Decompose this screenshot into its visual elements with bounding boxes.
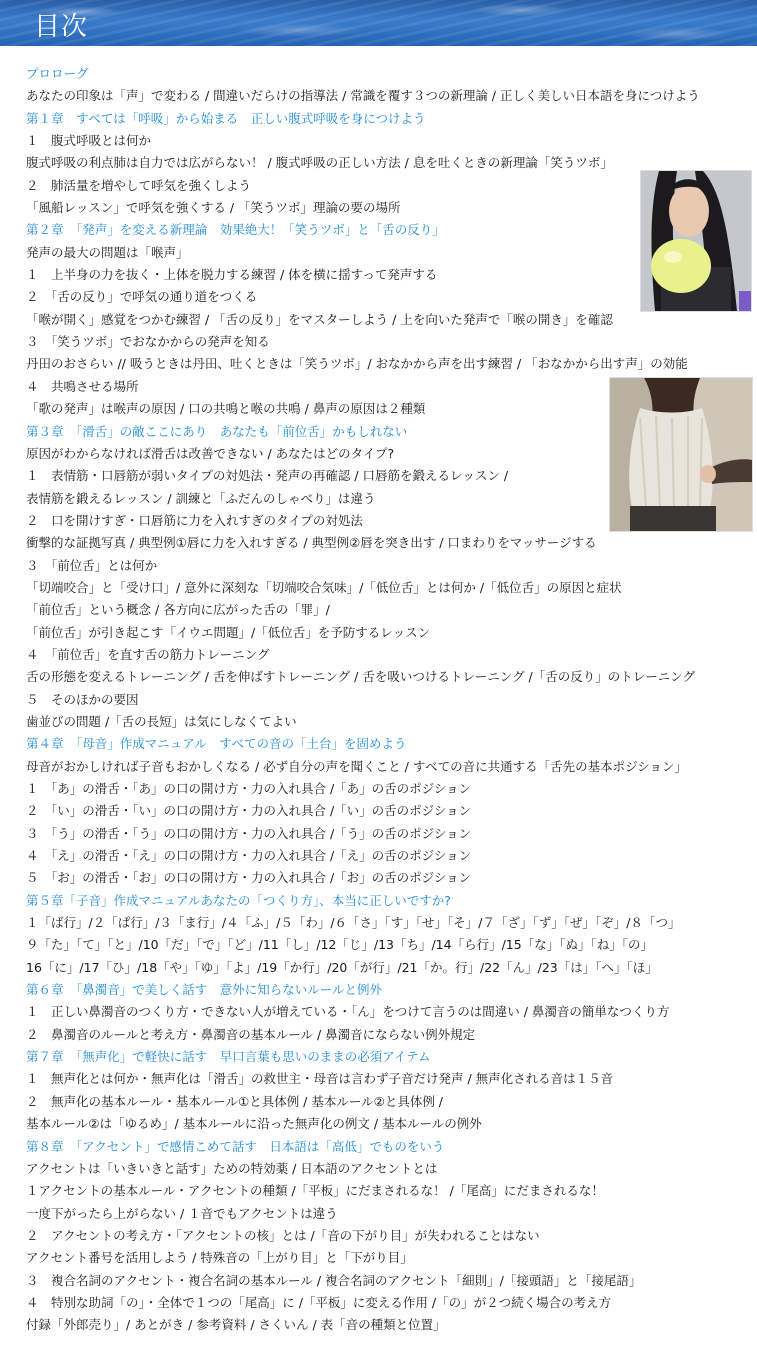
toc-chapter-heading: プロローグ [26,66,89,81]
header-banner [0,0,757,46]
toc-entry: 「歌の発声」は喉声の原因 / 口の共鳴と喉の共鳴 / 鼻声の原因は２種類 [26,401,426,417]
toc-entry: ５ そのほかの要因 [26,691,139,707]
toc-entry: １ 腹式呼吸とは何か [26,133,152,149]
toc-entry: 「喉が開く」感覚をつかむ練習 / 「舌の反り」をマスターしよう / 上を向いた発声で「喉の開き」を確認 [26,311,613,327]
front-tongue-posture-photo [609,377,753,532]
toc-entry: １ 「あ」の滑舌・「あ」の口の開け方・力の入れ具合 /「あ」の舌のポジション [26,781,472,796]
toc-entry: ３ 「う」の滑舌・「う」の口の開け方・力の入れ具合 /「う」の舌のポジション [26,825,472,841]
toc-entry: １アクセントの基本ルール・アクセントの種類 /「平板」にだまされるな！ /「尾高」にだまされるな！ [26,1183,604,1199]
toc-entry: 「前位舌」という概念 / 各方向に広がった舌の「罪」/ [26,602,330,618]
toc-entry: あなたの印象は「声」で変わる / 間違いだらけの指導法 / 常識を覆す３つの新理論 / 正しく美しい日本語を身につけよう [26,88,700,104]
toc-chapter-heading: 第２章 「発声」を変える新理論 効果絶大！「笑うツボ」と「舌の反り」 [26,222,445,238]
toc-entry: 16「に」/17「ひ」/18「や」「ゆ」「よ」/19「か行」/20「が行」/21「か。行」/22「ん」/23「は」「へ」「ほ」 [26,959,658,975]
toc-entry: 腹式呼吸の利点肺は自力では広がらない！ / 腹式呼吸の正しい方法 / 息を吐くときの新理論「笑うツボ」 [26,155,613,171]
toc-chapter-heading: 第６章 「鼻濁音」で美しく話す 意外に知らないルールと例外 [26,982,383,998]
toc-entry: ２ 口を開けすぎ・口唇筋に力を入れすぎのタイプの対処法 [26,512,363,528]
toc-entry: 歯並びの問題 /「舌の長短」は気にしなくてよい [26,713,297,729]
toc-entry: ２ 無声化の基本ルール・基本ルール①と具体例 / 基本ルール②と具体例 / [26,1093,444,1109]
toc-entry: アクセントは「いきいきと話す」ための特効薬 / 日本語のアクセントとは [26,1160,438,1176]
toc-entry: 衝撃的な証拠写真 / 典型例①唇に力を入れすぎる / 典型例②唇を突き出す / 口まわりをマッサージする [26,535,597,551]
toc-entry: ２ 鼻濁音のルールと考え方・鼻濁音の基本ルール / 鼻濁音にならない例外規定 [26,1026,476,1042]
toc-entry: ２ 「い」の滑舌・「い」の口の開け方・力の入れ具合 /「い」の舌のポジション [26,803,472,819]
toc-entry: ４ 「え」の滑舌・「え」の口の開け方・力の入れ具合 /「え」の舌のポジション [26,848,472,864]
toc-entry: 舌の形態を変えるトレーニング / 舌を伸ばすトレーニング / 舌を吸いつけるトレーニング /「舌の反り」のトレーニング [26,669,696,685]
toc-chapter-heading: 第７章 「無声化」で軽快に話す 早口言葉も思いのままの必須アイテム [26,1049,431,1065]
toc-entry: ３ 複合名詞のアクセント・複合名詞の基本ルール / 複合名詞のアクセント「細則」/「接頭語」と「接尾語」 [26,1272,642,1288]
toc-entry: 「前位舌」が引き起こす「イウエ問題」/「低位舌」を予防するレッスン [26,624,431,640]
toc-entry: １「ば行」/２「ぱ行」/３「ま行」/４「ふ」/５「わ」/６「さ」「す」「せ」「そ」/７「ざ」「ず」「ぜ」「ぞ」/８「つ」 [26,915,681,931]
toc-entry: 原因がわからなければ滑舌は改善できない / あなたはどのタイプ? [26,445,395,461]
toc-chapter-heading: 第３章 「滑舌」の敵ここにあり あなたも「前位舌」かもしれない [26,423,408,439]
toc-entry: ３ 「前位舌」とは何か [26,557,158,573]
toc-chapter-heading: 第４章 「母音」作成マニュアル すべての音の「土台」を固めよう [26,736,407,752]
toc-entry: １ 表情筋・口唇筋が弱いタイプの対処法・発声の再確認 / 口唇筋を鍛えるレッスン / [26,468,509,484]
toc-entry: 発声の最大の問題は「喉声」 [26,244,189,260]
toc-chapter-heading: 第５章「子音」作成マニュアルあなたの「つくり方」、本当に正しいですか? [26,892,451,908]
table-of-contents [26,63,746,1337]
toc-entry: ４ 特別な助詞「の」・全体で１つの「尾高」に /「平板」に変える作用 /「の」が２つ続く場合の考え方 [26,1294,612,1310]
toc-entry: ２ 肺活量を増やして呼気を強くしよう [26,177,252,193]
toc-entry: １ 無声化とは何か・無声化は「滑舌」の救世主・母音は言わず子音だけ発声 / 無声化される音は１５音 [26,1071,614,1087]
toc-entry: 付録「外郎売り」/ あとがき / 参考資料 / さくいん / 表「音の種類と位置」 [26,1317,446,1333]
toc-entry: ５ 「お」の滑舌・「お」の口の開け方・力の入れ具合 /「お」の舌のポジション [26,870,472,886]
toc-chapter-heading: 第８章 「アクセント」で感情こめて話す 日本語は「高低」でものをいう [26,1138,445,1154]
toc-entry: １ 正しい鼻濁音のつくり方・できない人が増えている・「ん」をつけて言うのは間違い / 鼻濁音の簡単なつくり方 [26,1004,670,1020]
toc-entry: ４ 「前位舌」を直す舌の筋力トレーニング [26,646,270,662]
toc-entry: 丹田のおさらい // 吸うときは丹田、吐くときは「笑うツボ」/ おなかから声を出す練習 / 「おなかから出す声」の効能 [26,356,688,372]
toc-entry: 「風船レッスン」で呼気を強くする / 「笑うツボ」理論の要の場所 [26,200,401,216]
toc-entry: 一度下がったら上がらない / １音でもアクセントは違う [26,1205,338,1221]
toc-entry: ９「た」「て」「と」/10「だ」「で」「ど」/11「し」/12「じ」/13「ち」/14「ら行」/15「な」「ぬ」「ね」「の」 [26,937,653,953]
balloon-lesson-photo [640,170,752,312]
toc-entry: 「切端咬合」と「受け口」/ 意外に深刻な「切端咬合気味」/「低位舌」とは何か /「低位舌」の原因と症状 [26,579,622,595]
toc-entry: アクセント番号を活用しよう / 特殊音の「上がり目」と「下がり目」 [26,1250,413,1266]
toc-entry: ４ 共鳴させる場所 [26,378,139,394]
toc-entry: ２ アクセントの考え方・「アクセントの核」とは /「音の下がり目」が失われることはない [26,1227,540,1243]
toc-entry: 母音がおかしければ子音もおかしくなる / 必ず自分の声を聞くこと / すべての音に共通する「舌先の基本ポジション」 [26,758,688,774]
toc-entry: 基本ルール②は「ゆるめ」/ 基本ルールに沿った無声化の例文 / 基本ルールの例外 [26,1116,482,1132]
toc-chapter-heading: 第１章 すべては「呼吸」から始まる 正しい腹式呼吸を身につけよう [26,110,426,126]
toc-entry: １ 上半身の力を抜く・上体を脱力する練習 / 体を横に揺すって発声する [26,267,438,283]
toc-entry: 表情筋を鍛えるレッスン / 訓練と「ふだんのしゃべり」は違う [26,490,376,506]
toc-entry: ２ 「舌の反り」で呼気の通り道をつくる [26,289,258,305]
page-title: 目次 [34,12,89,42]
toc-entry: ３ 「笑うツボ」でおなかからの発声を知る [26,334,270,350]
